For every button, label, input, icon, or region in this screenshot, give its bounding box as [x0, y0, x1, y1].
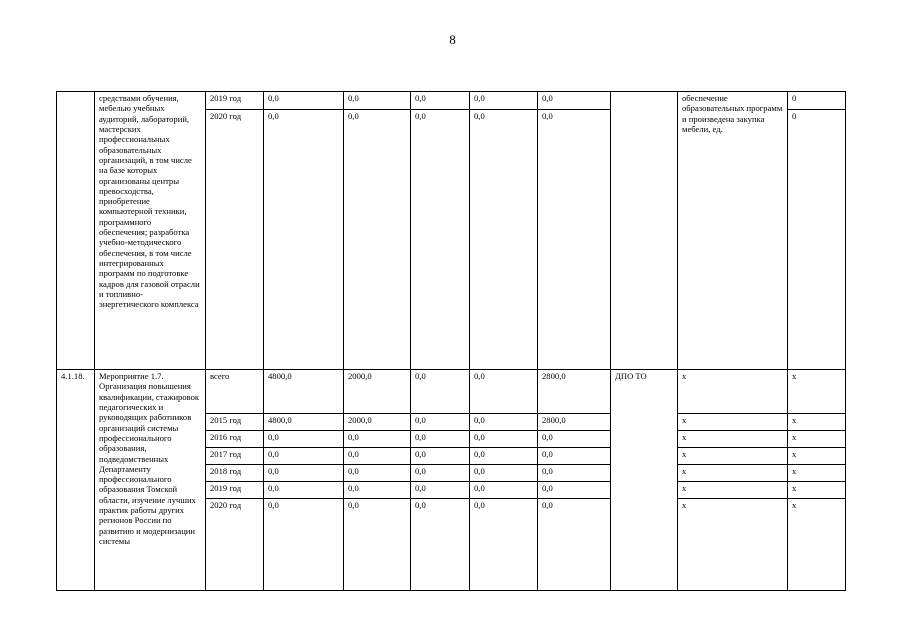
- indicator-cell: x: [678, 370, 788, 414]
- value-cell: 0,0: [411, 110, 470, 370]
- year-cell: 2018 год: [206, 465, 264, 482]
- indicator-cell: x: [678, 482, 788, 499]
- value-cell: 0,0: [538, 92, 611, 110]
- value-cell: 0,0: [470, 499, 538, 591]
- indicator-value-cell: x: [788, 482, 846, 499]
- value-cell: 0,0: [411, 370, 470, 414]
- page-number: 8: [449, 32, 456, 47]
- value-cell: 0,0: [470, 465, 538, 482]
- indicator-value-cell: x: [788, 465, 846, 482]
- value-cell: 0,0: [264, 448, 344, 465]
- value-cell: 0,0: [538, 448, 611, 465]
- value-cell: 0,0: [264, 110, 344, 370]
- year-cell: 2016 год: [206, 431, 264, 448]
- value-cell: 0,0: [470, 92, 538, 110]
- year-cell: 2017 год: [206, 448, 264, 465]
- value-cell: 2800,0: [538, 414, 611, 431]
- value-cell: 2000,0: [344, 370, 411, 414]
- table-row: [57, 370, 846, 414]
- value-cell: 0,0: [264, 482, 344, 499]
- value-cell: 0,0: [411, 499, 470, 591]
- value-cell: 0,0: [470, 110, 538, 370]
- value-cell: 0,0: [344, 482, 411, 499]
- table-row: [57, 92, 846, 110]
- value-cell: 0,0: [470, 448, 538, 465]
- value-cell: 0,0: [538, 465, 611, 482]
- value-cell: 0,0: [411, 482, 470, 499]
- year-cell: 2020 год: [206, 499, 264, 591]
- value-cell: 0,0: [470, 482, 538, 499]
- value-cell: 0,0: [411, 414, 470, 431]
- value-cell: 4800,0: [264, 370, 344, 414]
- indicator-cell: x: [678, 499, 788, 591]
- indicator-value-cell: x: [788, 370, 846, 414]
- indicator-cell: x: [678, 431, 788, 448]
- value-cell: 0,0: [264, 431, 344, 448]
- year-cell: 2019 год: [206, 92, 264, 110]
- value-cell: 0,0: [470, 370, 538, 414]
- value-cell: 0,0: [411, 431, 470, 448]
- indicator-cell: x: [678, 465, 788, 482]
- description-cell: средствами обучения, мебелью учебных аудиторий, лабораторий, мастерских профессиональных образовательных организаций, в том числе на базе которых организованы центры превосходства, приобретение компьютерной техники, программного обеспечения; разработка учебно-методического обеспечения, в том числе интегрированных программ по подготовке кадров для газовой отрасли и топливно-энергетического комплекса: [95, 92, 206, 370]
- program-table: [56, 91, 846, 591]
- value-cell: 0,0: [538, 499, 611, 591]
- value-cell: 0,0: [264, 92, 344, 110]
- value-cell: 0,0: [344, 92, 411, 110]
- value-cell: 0,0: [538, 482, 611, 499]
- indicator-cell: x: [678, 414, 788, 431]
- year-cell: всего: [206, 370, 264, 414]
- value-cell: 0,0: [344, 448, 411, 465]
- indicator-value-cell: 0: [788, 110, 846, 370]
- value-cell: 0,0: [411, 465, 470, 482]
- value-cell: 0,0: [411, 448, 470, 465]
- value-cell: 0,0: [538, 110, 611, 370]
- value-cell: 2800,0: [538, 370, 611, 414]
- indicator-value-cell: x: [788, 414, 846, 431]
- value-cell: 0,0: [411, 92, 470, 110]
- value-cell: 4800,0: [264, 414, 344, 431]
- indicator-value-cell: 0: [788, 92, 846, 110]
- year-cell: 2020 год: [206, 110, 264, 370]
- value-cell: 0,0: [470, 414, 538, 431]
- value-cell: 0,0: [344, 499, 411, 591]
- number-cell: [57, 92, 95, 370]
- executor-cell: ДПО ТО: [611, 370, 678, 591]
- description-cell: Мероприятие 1.7. Организация повышения квалификации, стажировок педагогических и руководящих работников организаций системы профессионального образования, подведомственных Департаменту профессионального образования Томской области, изучение лучших практик работы других регионов России по развитию и модернизации системы: [95, 370, 206, 591]
- value-cell: 0,0: [264, 499, 344, 591]
- value-cell: 0,0: [344, 465, 411, 482]
- executor-cell: [611, 92, 678, 370]
- indicator-value-cell: x: [788, 499, 846, 591]
- indicator-cell: x: [678, 448, 788, 465]
- indicator-value-cell: x: [788, 448, 846, 465]
- value-cell: 2000,0: [344, 414, 411, 431]
- value-cell: 0,0: [344, 431, 411, 448]
- number-cell: 4.1.18.: [57, 370, 95, 591]
- value-cell: 0,0: [470, 431, 538, 448]
- value-cell: 0,0: [538, 431, 611, 448]
- indicator-cell: обеспечение образовательных программ и произведена закупка мебели, ед.: [678, 92, 788, 370]
- value-cell: 0,0: [344, 110, 411, 370]
- year-cell: 2019 год: [206, 482, 264, 499]
- value-cell: 0,0: [264, 465, 344, 482]
- year-cell: 2015 год: [206, 414, 264, 431]
- indicator-value-cell: x: [788, 431, 846, 448]
